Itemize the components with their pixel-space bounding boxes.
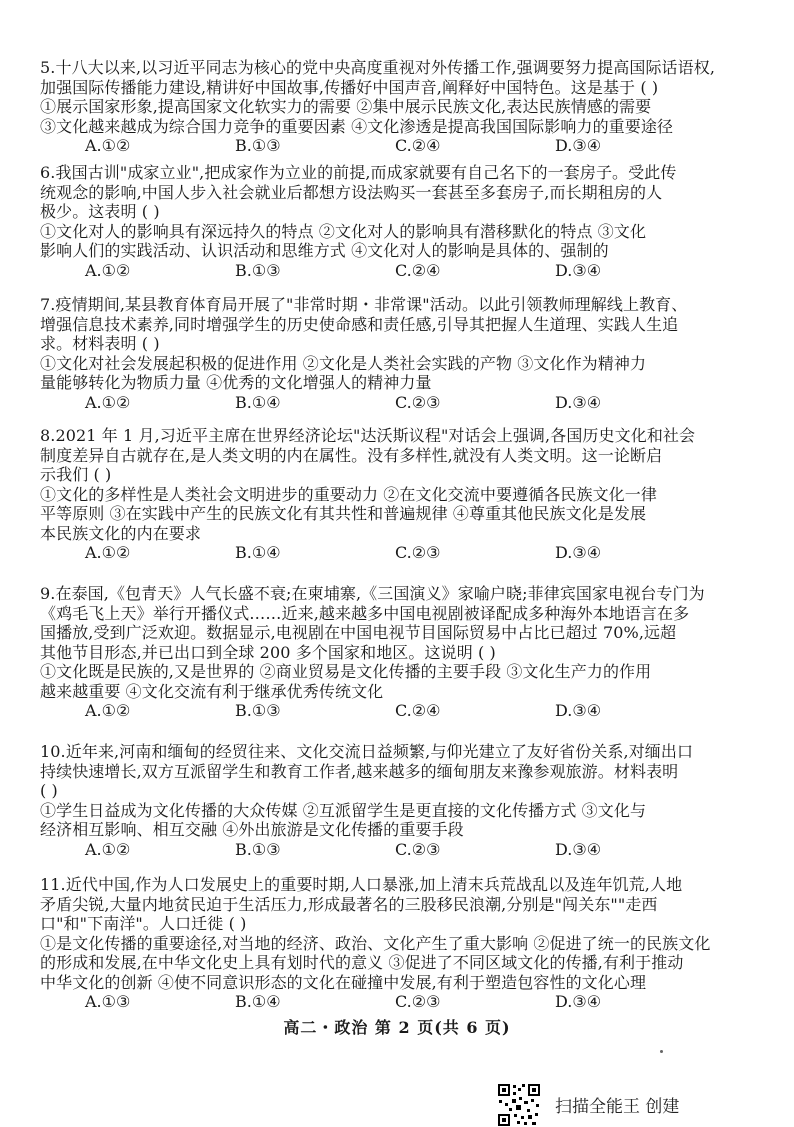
question-line: 平等原则 ③在实践中产生的民族文化有其共性和普遍规律 ④尊重其他民族文化是发展 <box>40 504 647 523</box>
answer-option-d: D.③④ <box>555 136 602 155</box>
answer-options <box>40 840 750 860</box>
question-line: ①学生日益成为文化传播的大众传媒 ②互派留学生是更直接的文化传播方式 ③文化与 <box>40 800 647 820</box>
question-line: 加强国际传播能力建设,精讲好中国故事,传播好中国声音,阐释好中国特色。这是基于 ( ) <box>40 77 659 97</box>
answer-option-a: A.①② <box>85 392 131 412</box>
question-line: ①文化对社会发展起积极的促进作用 ②文化是人类社会实践的产物 ③文化作为精神力 <box>40 353 647 373</box>
question-6 <box>40 163 750 281</box>
answer-option-d: D.③④ <box>555 992 602 1011</box>
question-line: ①是文化传播的重要途径,对当地的经济、政治、文化产生了重大影响 ②促进了统一的民族文化 <box>40 933 711 953</box>
question-line: 8.2021 年 1 月,习近平主席在世界经济论坛"达沃斯议程"对话会上强调,各国历史文化和社会 <box>40 426 696 445</box>
question-line: 越来越重要 ④文化交流有利于继承优秀传统文化 <box>40 681 384 701</box>
question-line: ( ) <box>40 781 58 800</box>
question-line: 中华文化的创新 ④使不同意识形态的文化在碰撞中发展,有利于塑造包容性的文化心理 <box>40 972 647 992</box>
question-11 <box>40 875 750 1012</box>
answer-option-c: C.②③ <box>395 543 441 562</box>
question-line: 口"和"下南洋"。人口迁徙 ( ) <box>40 914 247 933</box>
question-line: 本民族文化的内在要求 <box>40 523 202 543</box>
answer-option-a: A.①② <box>85 260 131 280</box>
question-7 <box>40 295 750 413</box>
question-line: ①展示国家形象,提高国家文化软实力的需要 ②集中展示民族文化,表达民族情感的需要 <box>40 97 652 116</box>
scan-speck <box>660 1050 663 1053</box>
answer-option-c: C.②④ <box>395 136 441 155</box>
answer-option-b: B.①③ <box>235 136 281 155</box>
question-line: 11.近代中国,作为人口发展史上的重要时期,人口暴涨,加上清末兵荒战乱以及连年饥荒,人地 <box>40 875 683 894</box>
answer-options <box>40 261 750 281</box>
answer-option-a: A.①② <box>85 701 131 720</box>
answer-option-d: D.③④ <box>555 260 602 280</box>
answer-option-d: D.③④ <box>555 701 602 720</box>
page-footer: 高二・政治 第 2 页(共 6 页) <box>283 1018 511 1037</box>
question-line: 矛盾尖锐,大量内地贫民迫于生活压力,形成最著名的三股移民浪潮,分别是"闯关东""走西 <box>40 894 658 914</box>
question-line: 制度差异自古就存在,是人类文明的内在属性。没有多样性,就没有人类文明。这一论断启 <box>40 445 663 465</box>
question-line: ①文化的多样性是人类社会文明进步的重要动力 ②在文化交流中要遵循各民族文化一律 <box>40 484 657 504</box>
question-line: ①文化对人的影响具有深远持久的特点 ②文化对人的影响具有潜移默化的特点 ③文化 <box>40 221 647 241</box>
question-line: 国播放,受到广泛欢迎。数据显示,电视剧在中国电视节目国际贸易中占比已超过 70%,远超 <box>40 623 677 642</box>
answer-option-d: D.③④ <box>555 543 602 562</box>
answer-options <box>40 992 750 1012</box>
question-line: 增强信息技术素养,同时增强学生的历史使命感和责任感,引导其把握人生道理、实践人生追 <box>40 314 679 334</box>
question-line: 量能够转化为物质力量 ④优秀的文化增强人的精神力量 <box>40 373 432 392</box>
question-line: 9.在泰国,《包青天》人气长盛不衰;在柬埔寨,《三国演义》家喻户晓;菲律宾国家电视台专门为 <box>40 584 705 603</box>
question-line: 经济相互影响、相互交融 ④外出旅游是文化传播的重要手段 <box>40 820 464 839</box>
answer-option-a: A.①② <box>85 839 131 859</box>
answer-options <box>40 393 750 413</box>
question-line: 影响人们的实践活动、认识活动和思维方式 ④文化对人的影响是具体的、强制的 <box>40 241 609 260</box>
question-line: 统观念的影响,中国人步入社会就业后都想方设法购买一套甚至多套房子,而长期租房的人 <box>40 182 663 202</box>
answer-option-c: C.②③ <box>395 392 441 412</box>
answer-option-d: D.③④ <box>555 839 602 859</box>
question-line: 6.我国古训"成家立业",把成家作为立业的前提,而成家就要有自己名下的一套房子。受此传 <box>40 163 677 182</box>
qr-code-icon <box>497 1083 541 1127</box>
answer-options <box>40 701 750 721</box>
answer-options <box>40 543 750 563</box>
answer-option-b: B.①③ <box>235 839 281 859</box>
question-line: 求。材料表明 ( ) <box>40 334 160 353</box>
answer-option-d: D.③④ <box>555 392 602 412</box>
question-line: 的形成和发展,在中华文化史上具有划时代的意义 ③促进了不同区域文化的传播,有利于推动 <box>40 953 684 972</box>
question-line: 其他节目形态,并已出口到全球 200 多个国家和地区。这说明 ( ) <box>40 642 496 662</box>
question-9 <box>40 584 750 721</box>
answer-option-a: A.①② <box>85 543 131 562</box>
question-line: 《鸡毛飞上天》举行开播仪式……近来,越来越多中国电视剧被译配成多种海外本地语言在多 <box>40 603 690 623</box>
answer-option-c: C.②③ <box>395 839 441 859</box>
answer-option-b: B.①③ <box>235 701 281 720</box>
answer-option-b: B.①④ <box>235 992 281 1011</box>
question-8 <box>40 426 750 563</box>
answer-option-b: B.①④ <box>235 543 281 562</box>
question-line: 7.疫情期间,某县教育体育局开展了"非常时期・非常课"活动。以此引领教师理解线上教育、 <box>40 295 688 314</box>
question-line: 5.十八大以来,以习近平同志为核心的党中央高度重视对外传播工作,强调要努力提高国际话语权, <box>40 58 716 77</box>
answer-option-a: A.①② <box>85 136 131 155</box>
question-line: 极少。这表明 ( ) <box>40 202 160 221</box>
answer-option-b: B.①④ <box>235 392 281 412</box>
answer-options <box>40 136 750 156</box>
answer-option-c: C.②③ <box>395 992 441 1011</box>
question-line: 持续快速增长,双方互派留学生和教育工作者,越来越多的缅甸朋友来豫参观旅游。材料表明 <box>40 761 679 781</box>
question-10 <box>40 742 750 860</box>
answer-option-c: C.②④ <box>395 701 441 720</box>
answer-option-b: B.①③ <box>235 260 281 280</box>
scanner-watermark: 扫描全能王 创建 <box>555 1097 680 1117</box>
answer-option-a: A.①③ <box>85 992 131 1011</box>
answer-option-c: C.②④ <box>395 260 441 280</box>
question-5 <box>40 58 750 156</box>
question-line: ③文化越来越成为综合国力竞争的重要因素 ④文化渗透是提高我国国际影响力的重要途径 <box>40 116 674 136</box>
question-line: 10.近年来,河南和缅甸的经贸往来、文化交流日益频繁,与仰光建立了友好省份关系,对缅出口 <box>40 742 694 761</box>
question-line: 示我们 ( ) <box>40 465 112 484</box>
question-line: ①文化既是民族的,又是世界的 ②商业贸易是文化传播的主要手段 ③文化生产力的作用 <box>40 662 652 681</box>
